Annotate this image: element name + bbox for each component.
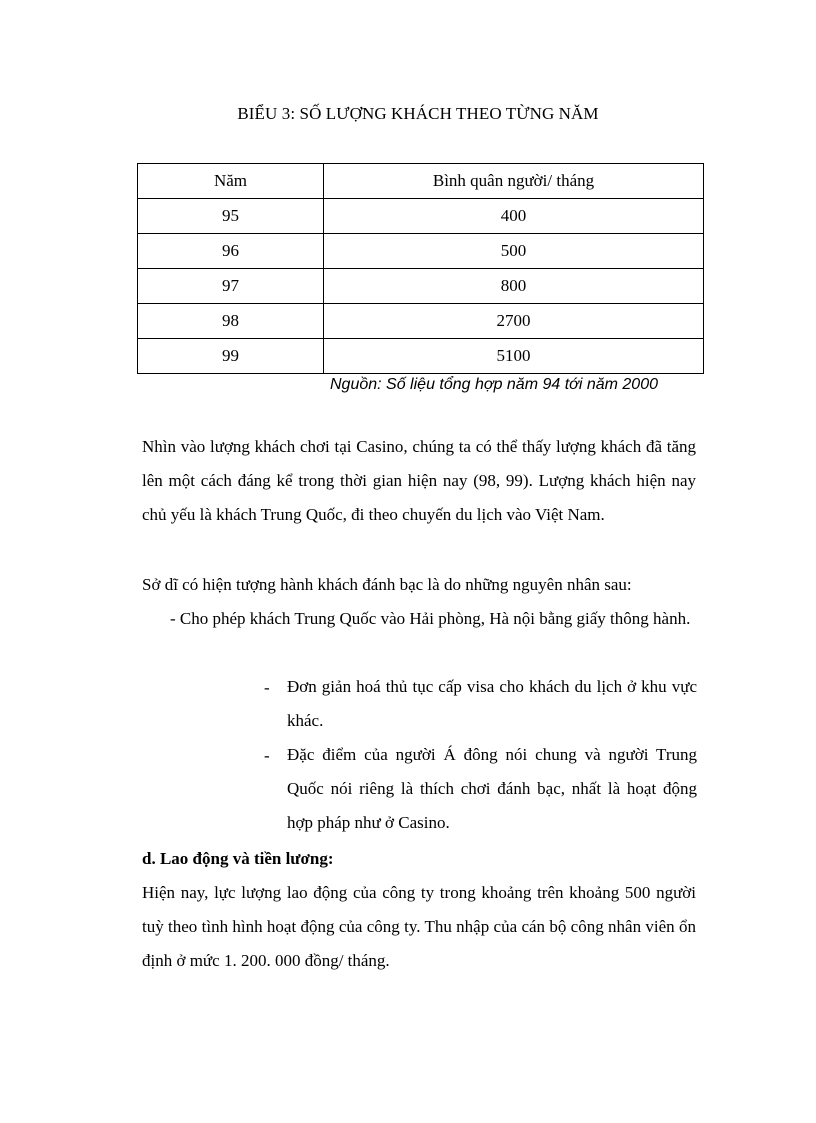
table-row bbox=[138, 199, 704, 234]
cell-average: 800 bbox=[324, 269, 704, 304]
cause-item-visa: Đơn giản hoá thủ tục cấp visa cho khách du lịch ở khu vực khác. bbox=[287, 677, 697, 730]
paragraph-causes-intro: Sở dĩ có hiện tượng hành khách đánh bạc là do những nguyên nhân sau: bbox=[142, 575, 632, 594]
cell-average: 5100 bbox=[324, 339, 704, 374]
table-row bbox=[138, 339, 704, 374]
paragraph-visitor-analysis: Nhìn vào lượng khách chơi tại Casino, chúng ta có thể thấy lượng khách đã tăng lên một cách đáng kể trong thời gian hiện nay (98, 99). Lượng khách hiện nay chủ yếu là khách Trung Quốc, đi theo chuyến du lịch vào Việt Nam. bbox=[142, 437, 696, 524]
cell-year: 96 bbox=[138, 234, 324, 269]
table-source-note: Nguồn: Số liệu tổng hợp năm 94 tới năm 2000 bbox=[330, 376, 658, 393]
table-header-row bbox=[138, 164, 704, 199]
cause-item-border-pass: - Cho phép khách Trung Quốc vào Hải phòng, Hà nội bằng giấy thông hành. bbox=[170, 609, 691, 628]
cell-average: 400 bbox=[324, 199, 704, 234]
table-row bbox=[138, 269, 704, 304]
cell-year: 98 bbox=[138, 304, 324, 339]
cause-item-gambling-culture: Đặc điểm của người Á đông nói chung và người Trung Quốc nói riêng là thích chơi đánh bạc, nhất là hoạt động hợp pháp như ở Casino. bbox=[287, 745, 697, 832]
visitor-table bbox=[137, 163, 704, 374]
cell-average: 500 bbox=[324, 234, 704, 269]
cell-year: 95 bbox=[138, 199, 324, 234]
table-title: BIỂU 3: SỐ LƯỢNG KHÁCH THEO TỪNG NĂM bbox=[237, 104, 599, 123]
paragraph-labor-wages: Hiện nay, lực lượng lao động của công ty trong khoảng trên khoảng 500 người tuỳ theo tình hình hoạt động của công ty. Thu nhập của cán bộ công nhân viên ổn định ở mức 1. 200. 000 đồng/ tháng. bbox=[142, 883, 696, 970]
section-heading-text: d. Lao động và tiền lương bbox=[142, 849, 328, 868]
bullet-dash: - bbox=[264, 678, 270, 697]
cell-average: 2700 bbox=[324, 304, 704, 339]
section-heading-colon: : bbox=[327, 849, 334, 868]
section-heading bbox=[142, 842, 696, 876]
column-header-year: Năm bbox=[138, 164, 324, 199]
cell-year: 97 bbox=[138, 269, 324, 304]
bullet-dash: - bbox=[264, 746, 270, 765]
column-header-average: Bình quân người/ tháng bbox=[324, 164, 704, 199]
table-row bbox=[138, 304, 704, 339]
table-row bbox=[138, 234, 704, 269]
cell-year: 99 bbox=[138, 339, 324, 374]
